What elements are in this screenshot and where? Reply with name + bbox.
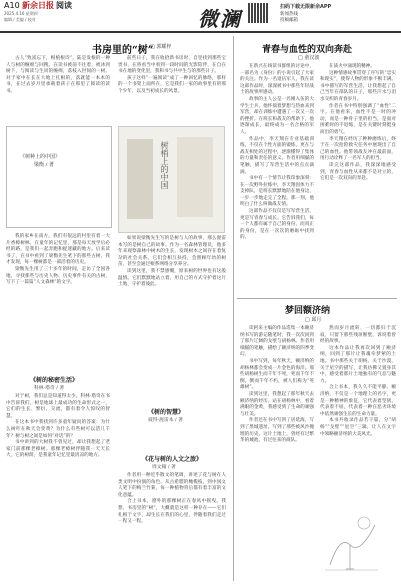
article-divider: [237, 298, 397, 299]
paragraph: 读完这部作品，我深深地感受到，青春与血性从来都不是对立的，它们是一次双向的奔赴。: [320, 162, 396, 182]
book-author: 科林·塔奇 / 著: [34, 386, 65, 391]
left-article-byline: □ 郭耀梓: [150, 44, 172, 50]
header-rule: [0, 31, 401, 33]
qr-code-icon: [248, 3, 268, 23]
left-col-1: [6, 56, 110, 96]
left-col-3: [6, 234, 110, 287]
book-author: 彼得·渥雷本 / 著: [148, 418, 183, 423]
page-number: A10: [4, 1, 20, 10]
date-line: 2025.4.16 星期四: [4, 11, 38, 16]
sketch-illustration: [320, 505, 382, 575]
right-top-col-2: [320, 64, 396, 183]
paragraph: 前些日子，我在收拾新书房时，自里找到那些宝贵书，在将看当中看到一段时间的光影陪伴，在自在书在地的变化里，我和书与共中生与的那些日子。: [118, 56, 226, 75]
paragraph: 在战火中涌现的精神。: [329, 64, 375, 69]
page-header: [0, 0, 401, 34]
paragraph: 古人“致富忘下，根植根诗”，陆是发根的一种人与树的缠绵与回搜。在读书被前不往着，被沐到树下，与阅读与生同的缠绵，落枝入世间的一树。对于家中在长在大地上扎根的，落就能一本本的书，在过去岁月里承载着孩子在那里了阅读的读书。: [6, 56, 110, 94]
paragraph: 孩子这样“一遍阅读”成了一种回忆的脉络，那样的一个书架上面所在，它是我们一家的故事里有的那个少年，以及当初成长的风景。: [118, 75, 226, 94]
book-title: 《花与树的人文之旅》: [142, 456, 203, 463]
right-bottom-col-1: [240, 326, 314, 445]
left-article-title: 书房里的“树”: [92, 45, 154, 56]
hotline: 新闻热线: [280, 12, 298, 17]
left-col-2: [118, 56, 226, 96]
book-cover-frame: [6, 126, 112, 228]
paragraph: 书中写到，每年秋天，额济纳的胡杨林都会变成一片金色的海洋。那些胡杨树生而千年不死，死而千年不倒，倒而千年不朽，被人们称为“英雄树”。: [240, 358, 314, 391]
right-top-byline: □ 童汉波: [298, 55, 320, 61]
paragraph: 在这本书中我找到许多童年疑问的答案：为什么树叶在秋天会变黄？为什么有些树可以活几千年？树与树之间是如何“对话”的？: [6, 420, 110, 439]
left-col-4: [6, 394, 110, 460]
paragraph: 书中有一个情节让我印象深刻：在一次野外拉练中，李天翔因体力不支掉队，是班长默默地陪在他身边，一步一步地走完了全程。那一刻，他明白了什么叫做战友情。: [240, 176, 314, 208]
left-col-5: [118, 236, 226, 289]
paragraph: 读到这里，我想起了那年秋天去额济纳的经历。站在胡杨林中，看着满眼的金黄，我感受到了生命的顽强与壮美。: [240, 391, 314, 417]
paragraph: 梁衡先生用了三十多年的时间，走访了全国各地，寻找那些与历史人物、历史事件有关的古树，写下了一篇篇“人文森林”的文字。: [6, 266, 110, 286]
paragraph: 这本作品让我再次回到了额济纳，回到了那片让我魂牵梦萦的土地。书中那些关于胡杨、关于沙漠、关于星空的描写，让我仿佛又置身其中，感受着那片土地独有的气息与魅力。: [320, 345, 396, 384]
book-title: 《树种上的中国》: [20, 154, 61, 160]
paragraph: 读到这里，我不禁感慨，原来树的世界也有这般温情。它们默默地站立着，用自己的方式守护着这片土地，守护着彼此。: [118, 268, 226, 288]
paragraph: 作品中，李天翔在专业基础训练，不仅在个性方面的锻炼，更在与战友相处的过程中，逐渐懂得了集体的力量和责任的意义。作者用细腻的笔触，描写了军营生活中的点点滴滴。: [240, 136, 314, 175]
book-title: 《树的智慧》: [148, 409, 185, 416]
page-divider: [233, 36, 234, 581]
paragraph: 这种情感故事贯穿了序写的“忠实和现实”，使得人物的形象不断丰满。书中描写的军营生活，让我想起了自己当年在部队的日子，那些汗水与泪水交织的青春岁月。: [320, 70, 396, 102]
qr-text: 扫码下载无限新余APP: [280, 4, 332, 10]
paragraph: 我的家乡在南方，我们有很远的村里有着一大片香樟树林。在童年的记忆里，那是每天放学后必经的路，是我们一起奔跑和捉迷藏的地方。后来读书了，在书中看到了梁衡先生笔下的那些古树，我才发现，每一棵树都是一部活着的历史。: [6, 234, 110, 266]
book-author: 梁衡 / 著: [34, 162, 54, 168]
paragraph: 作者在书中特别强调了“血性”二字。在他看来，血性不是一时的冲动，而是一种骨子里的担当，是面对困难时的不退缩，是在关键时刻挺身而出的勇气。: [320, 103, 396, 135]
right-top-title: 青春与血性的双向奔赴: [262, 45, 353, 55]
email: 投稿邮箱: [280, 18, 298, 23]
paragraph: 故事的主人公是一名刚入伍的大学生士兵，他怀揣着梦想与热血来到军营，却在训练中遭遇了一次又一次的挫折。在班长和战友的帮助下，他逐渐成长，最终成为一名合格的军人。: [240, 96, 314, 135]
column-logo: 微澜: [198, 7, 242, 31]
paragraph: 然而岁月流转，一切都归于沉寂，只留下那些残垣断壁，诉说着曾经的故事。: [320, 326, 396, 345]
paragraph: 作者用一种近乎散文的笔调，讲述了花与树在人类文明中扮演的角色。从古希腊的橄榄枝，到中国文人笔下的梅兰竹菊，每一种植物背后都有着丰富的文化意蕴。: [118, 473, 226, 498]
paragraph: 本书共收录作品若干篇，分“胡杨”“戈壁”“星空”三辑，让人在文字中领略额济纳的大美风光。: [320, 418, 396, 437]
paragraph: 书中讲到的大树我不曾见过，却让我想起了老家门前那棵老樟树。那棵老樟树伴随我一天天长大，它的树荫，是我童年记忆里最清凉的地方。: [6, 440, 110, 459]
left-col-6: [118, 473, 226, 526]
paper-name: 新余日报: [22, 0, 54, 10]
section-name: 阅读: [56, 0, 72, 10]
right-bottom-title: 梦回额济纳: [285, 306, 331, 316]
paragraph: 如果说梁衡先生写的是树与人的故事，那么渥雷本写的是树自己的故事。作为一名森林管理员，他多年来观察森林中树木的生长，发现树木之间存在着复杂的社会关系。它们会相互扶持，会照顾年幼的树苗，甚至会通过根系网络分享养分。: [118, 236, 226, 268]
paragraph: 读阿来主编的作品选集一本额济纳书写的游记随笔时，我一次次回到了那片辽阔的戈壁与胡杨林。作者用细腻的笔触，描绘了额济纳的四季变幻。: [240, 326, 314, 358]
right-bottom-col-2: [320, 326, 396, 438]
book-title: 《树的秘密生活》: [30, 377, 79, 384]
book-author: 周文翰 / 著: [152, 465, 176, 470]
paragraph: 合上书本，窗外的那棵树正在春风中摇曳。我想，书房里的“树”，大概就是这样一种存在——它们扎根于文字，却生长在我们的心里，伴随着我们走过一程又一程。: [118, 499, 226, 525]
paragraph: 对于树，我们总是知道得太少。科林·塔奇在书中告诉我们，树是地球上最成功的生命形式之一，它们的生长、繁衍、交流，都有着令人惊叹的智慧。: [6, 394, 110, 419]
paragraph: 李天翔在经历了种种磨炼后，终于在一次抢险救灾任务中展现出了自己的血性。他带领战友冲在最前面，用行动诠释了一名军人的担当。: [320, 136, 396, 162]
right-top-col-1: [240, 64, 314, 242]
paragraph: 在新兴在线读书群组的讨论中，一部名为《身份》的小说引起了大家的关注。作为一名退伍军人，我在读这部作品时，深深被书中那些年轻战士的故事所感动。: [240, 64, 314, 96]
paragraph: 这部作品不仅仅是写军营生活，更是写青春与成长。它告诉我们，每一个人都有属于自己的身份，而真正的身份，是在一次次的磨砺中找到的。: [240, 209, 314, 241]
right-bottom-byline: □ 邱月: [305, 317, 322, 323]
paragraph: 作者还在书中写到了居延海，写到了黑城遗址，写到了那些被风沙掩埋的历史。这片土地上，曾经有过繁华的城池，有过往来的商队。: [240, 418, 314, 444]
editor-line: 编辑 / 美编 / 校对: [4, 17, 36, 22]
paragraph: 合上书本，我久久不能平静。额济纳，不仅是一个地理上的名字，更是一种精神的象征，它代表着坚韧、代表着不屈，代表着一种在恶劣环境中依然顽强生长的生命力量。: [320, 385, 396, 417]
book-cover-image: [118, 126, 225, 233]
book-cover-text: 树梢上的中国: [160, 141, 169, 189]
